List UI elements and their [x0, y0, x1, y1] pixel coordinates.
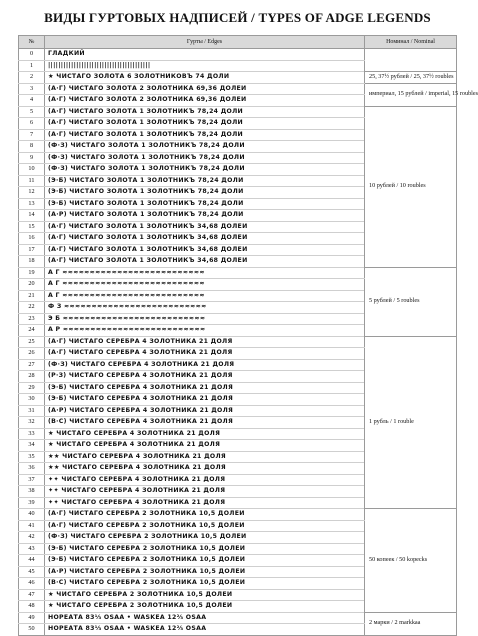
row-number: 28 — [19, 371, 45, 383]
table-row — [19, 106, 457, 118]
table-row — [19, 612, 457, 624]
row-number: 8 — [19, 141, 45, 153]
edge-legend: (Э·Б) ЧИСТАГО ЗОЛОТА 1 ЗОЛОТНИКЪ 78,24 ДОЛИ — [45, 187, 365, 199]
edge-legend: (А·Г) ЧИСТАГО ЗОЛОТА 1 ЗОЛОТНИКЪ 78,24 ДОЛИ — [45, 129, 365, 141]
table-row — [19, 49, 457, 61]
row-number: 3 — [19, 83, 45, 95]
table-row — [19, 83, 457, 95]
edge-legend: (А·Г) ЧИСТАГО ЗОЛОТА 1 ЗОЛОТНИКЪ 34,68 ДОЛЕИ — [45, 244, 365, 256]
edge-legend: (А·Г) ЧИСТАГО ЗОЛОТА 1 ЗОЛОТНИКЪ 34,68 ДОЛЕИ — [45, 256, 365, 268]
edge-legend: ✦✦ ЧИСТАГО СЕРЕБРА 4 ЗОЛОТНИКА 21 ДОЛЯ — [45, 497, 365, 509]
row-number: 5 — [19, 106, 45, 118]
edge-legend: (Ф·З) ЧИСТАГО ЗОЛОТА 1 ЗОЛОТНИКЪ 78,24 ДОЛИ — [45, 141, 365, 153]
row-number: 1 — [19, 60, 45, 72]
row-number: 47 — [19, 589, 45, 601]
table-row — [19, 336, 457, 348]
row-number: 16 — [19, 233, 45, 245]
row-number: 42 — [19, 532, 45, 544]
row-number: 19 — [19, 267, 45, 279]
nominal-cell: 2 марки / 2 markkaa — [365, 612, 457, 635]
edge-legends-table — [18, 35, 478, 636]
edge-legend: (А·Г) ЧИСТАГО СЕРЕБРА 2 ЗОЛОТНИКА 10,5 ДОЛЕИ — [45, 520, 365, 532]
edge-legend: (А·Г) ЧИСТАГО СЕРЕБРА 4 ЗОЛОТНИКА 21 ДОЛЯ — [45, 348, 365, 360]
table-row — [19, 72, 457, 84]
edge-legend: ★★ ЧИСТАГО СЕРЕБРА 4 ЗОЛОТНИКА 21 ДОЛЯ — [45, 451, 365, 463]
row-number: 37 — [19, 474, 45, 486]
edge-legend: (Э·Б) ЧИСТАГО СЕРЕБРА 4 ЗОЛОТНИКА 21 ДОЛЯ — [45, 382, 365, 394]
nominal-cell: 5 рублей / 5 roubles — [365, 267, 457, 336]
edge-legend: ★ ЧИСТАГО СЕРЕБРА 2 ЗОЛОТНИКА 10,5 ДОЛЕИ — [45, 589, 365, 601]
edge-legend: (А·Р) ЧИСТАГО СЕРЕБРА 4 ЗОЛОТНИКА 21 ДОЛЯ — [45, 405, 365, 417]
row-number: 34 — [19, 440, 45, 452]
row-number: 22 — [19, 302, 45, 314]
table-row — [19, 267, 457, 279]
row-number: 33 — [19, 428, 45, 440]
row-number: 4 — [19, 95, 45, 107]
edge-legend: (А·Г) ЧИСТАГО СЕРЕБРА 2 ЗОЛОТНИКА 10,5 ДОЛЕИ — [45, 509, 365, 521]
edge-legend: (В·С) ЧИСТАГО СЕРЕБРА 4 ЗОЛОТНИКА 21 ДОЛЯ — [45, 417, 365, 429]
row-number: 17 — [19, 244, 45, 256]
edge-legend: (Э·Б) ЧИСТАГО СЕРЕБРА 2 ЗОЛОТНИКА 10,5 ДОЛЕИ — [45, 543, 365, 555]
edge-legend: (Ф·З) ЧИСТАГО ЗОЛОТА 1 ЗОЛОТНИКЪ 78,24 ДОЛИ — [45, 164, 365, 176]
header-nominal: Номинал / Nominal — [365, 36, 457, 49]
edge-legend: Э Б ≈≈≈≈≈≈≈≈≈≈≈≈≈≈≈≈≈≈≈≈≈≈≈≈≈≈ — [45, 313, 365, 325]
edge-legend: (В·С) ЧИСТАГО СЕРЕБРА 2 ЗОЛОТНИКА 10,5 ДОЛЕИ — [45, 578, 365, 590]
row-number: 30 — [19, 394, 45, 406]
row-number: 35 — [19, 451, 45, 463]
edge-legend: ✦✦ ЧИСТАГО СЕРЕБРА 4 ЗОЛОТНИКА 21 ДОЛЯ — [45, 474, 365, 486]
row-number: 9 — [19, 152, 45, 164]
row-number: 27 — [19, 359, 45, 371]
edge-legend: А Р ≈≈≈≈≈≈≈≈≈≈≈≈≈≈≈≈≈≈≈≈≈≈≈≈≈≈ — [45, 325, 365, 337]
edge-legend: (А·Р) ЧИСТАГО СЕРЕБРА 2 ЗОЛОТНИКА 10,5 ДОЛЕИ — [45, 566, 365, 578]
header-edges: Гурты / Edges — [45, 36, 365, 49]
table-body — [19, 49, 478, 636]
row-number: 18 — [19, 256, 45, 268]
edge-legend: ★ ЧИСТАГО СЕРЕБРА 2 ЗОЛОТНИКА 10,5 ДОЛЕИ — [45, 601, 365, 613]
nominal-cell: 1 рубль / 1 rouble — [365, 336, 457, 509]
row-number: 13 — [19, 198, 45, 210]
edge-legend: ★ ЧИСТАГО СЕРЕБРА 4 ЗОЛОТНИКА 21 ДОЛЯ — [45, 440, 365, 452]
nominal-cell: империал, 15 рублей / imperial, 15 roubles — [365, 83, 457, 106]
edge-legend: ★ ЧИСТАГО ЗОЛОТА 6 ЗОЛОТНИКОВЪ 74 ДОЛИ — [45, 72, 365, 84]
edge-legend: (А·Г) ЧИСТАГО ЗОЛОТА 2 ЗОЛОТНИКА 69,36 ДОЛЕИ — [45, 83, 365, 95]
edge-legend: (А·Г) ЧИСТАГО ЗОЛОТА 2 ЗОЛОТНИКА 69,36 ДОЛЕИ — [45, 95, 365, 107]
edge-legend: (А·Г) ЧИСТАГО ЗОЛОТА 1 ЗОЛОТНИКЪ 78,24 ДОЛИ — [45, 118, 365, 130]
edge-legend: (Ф·З) ЧИСТАГО ЗОЛОТА 1 ЗОЛОТНИКЪ 78,24 ДОЛИ — [45, 152, 365, 164]
row-number: 40 — [19, 509, 45, 521]
row-number: 46 — [19, 578, 45, 590]
nominal-cell — [365, 49, 457, 72]
row-number: 49 — [19, 612, 45, 624]
edge-legend: ★★ ЧИСТАГО СЕРЕБРА 4 ЗОЛОТНИКА 21 ДОЛЯ — [45, 463, 365, 475]
header-number: № — [19, 36, 45, 49]
edge-legend: (А·Г) ЧИСТАГО ЗОЛОТА 1 ЗОЛОТНИКЪ 34,68 ДОЛЕИ — [45, 221, 365, 233]
row-number: 36 — [19, 463, 45, 475]
row-number: 43 — [19, 543, 45, 555]
row-number: 48 — [19, 601, 45, 613]
edge-legend: А Г ≈≈≈≈≈≈≈≈≈≈≈≈≈≈≈≈≈≈≈≈≈≈≈≈≈≈ — [45, 267, 365, 279]
edge-legend: (А·Г) ЧИСТАГО СЕРЕБРА 4 ЗОЛОТНИКА 21 ДОЛЯ — [45, 336, 365, 348]
row-number: 24 — [19, 325, 45, 337]
row-number: 21 — [19, 290, 45, 302]
edge-legend: (Э·Б) ЧИСТАГО ЗОЛОТА 1 ЗОЛОТНИКЪ 78,24 ДОЛИ — [45, 175, 365, 187]
nominal-cell: 25, 37½ рублей / 25, 37½ roubles — [365, 72, 457, 84]
row-number: 44 — [19, 555, 45, 567]
table-header-row — [19, 36, 457, 49]
row-number: 26 — [19, 348, 45, 360]
edge-legend: (Э·Б) ЧИСТАГО СЕРЕБРА 4 ЗОЛОТНИКА 21 ДОЛЯ — [45, 394, 365, 406]
table-row — [19, 509, 457, 521]
row-number: 10 — [19, 164, 45, 176]
edge-legend: (А·Г) ЧИСТАГО ЗОЛОТА 1 ЗОЛОТНИКЪ 34,68 ДОЛЕИ — [45, 233, 365, 245]
edge-legend: ✦✦ ЧИСТАГО СЕРЕБРА 4 ЗОЛОТНИКА 21 ДОЛЯ — [45, 486, 365, 498]
row-number: 23 — [19, 313, 45, 325]
row-number: 39 — [19, 497, 45, 509]
edge-legend: (А·Г) ЧИСТАГО ЗОЛОТА 1 ЗОЛОТНИКЪ 78,24 ДОЛИ — [45, 106, 365, 118]
edge-legend: НОРЕАТА 83⅓ OSAA • WASKEA 12⅔ OSAA — [45, 624, 365, 636]
row-number: 7 — [19, 129, 45, 141]
row-number: 38 — [19, 486, 45, 498]
row-number: 14 — [19, 210, 45, 222]
page-title: ВИДЫ ГУРТОВЫХ НАДПИСЕЙ / TYPES OF ADGE LEGENDS — [44, 10, 431, 25]
row-number: 15 — [19, 221, 45, 233]
edge-legend: (Ф·З) ЧИСТАГО СЕРЕБРА 4 ЗОЛОТНИКА 21 ДОЛЯ — [45, 359, 365, 371]
row-number: 45 — [19, 566, 45, 578]
edge-legend: ★ ЧИСТАГО СЕРЕБРА 4 ЗОЛОТНИКА 21 ДОЛЯ — [45, 428, 365, 440]
edge-legend: (Р·З) ЧИСТАГО СЕРЕБРА 4 ЗОЛОТНИКА 21 ДОЛЯ — [45, 371, 365, 383]
row-number: 0 — [19, 49, 45, 61]
nominal-cell: 10 рублей / 10 roubles — [365, 106, 457, 267]
edge-legend: (Э·Б) ЧИСТАГО СЕРЕБРА 2 ЗОЛОТНИКА 10,5 ДОЛЕИ — [45, 555, 365, 567]
edge-legend: А Г ≈≈≈≈≈≈≈≈≈≈≈≈≈≈≈≈≈≈≈≈≈≈≈≈≈≈ — [45, 290, 365, 302]
edge-legend: (А·Р) ЧИСТАГО ЗОЛОТА 1 ЗОЛОТНИКЪ 78,24 ДОЛИ — [45, 210, 365, 222]
row-number: 50 — [19, 624, 45, 636]
row-number: 41 — [19, 520, 45, 532]
row-number: 32 — [19, 417, 45, 429]
row-number: 12 — [19, 187, 45, 199]
edge-legend: Ф З ≈≈≈≈≈≈≈≈≈≈≈≈≈≈≈≈≈≈≈≈≈≈≈≈≈≈ — [45, 302, 365, 314]
row-number: 11 — [19, 175, 45, 187]
row-number: 29 — [19, 382, 45, 394]
nominal-cell: 50 копеек / 50 kopecks — [365, 509, 457, 613]
edge-legend: |||||||||||||||||||||||||||||||||||||||| — [45, 60, 365, 72]
edge-legend: (Ф·З) ЧИСТАГО СЕРЕБРА 2 ЗОЛОТНИКА 10,5 ДОЛЕИ — [45, 532, 365, 544]
edge-legend: (Э·Б) ЧИСТАГО ЗОЛОТА 1 ЗОЛОТНИКЪ 78,24 ДОЛИ — [45, 198, 365, 210]
row-number: 25 — [19, 336, 45, 348]
row-number: 6 — [19, 118, 45, 130]
row-number: 2 — [19, 72, 45, 84]
edge-legend: А Г ≈≈≈≈≈≈≈≈≈≈≈≈≈≈≈≈≈≈≈≈≈≈≈≈≈≈ — [45, 279, 365, 291]
row-number: 20 — [19, 279, 45, 291]
row-number: 31 — [19, 405, 45, 417]
edge-legend: ГЛАДКИЙ — [45, 49, 365, 61]
edge-legend: НОРЕАТА 83⅓ OSAA • WASKEA 12⅔ OSAA — [45, 612, 365, 624]
